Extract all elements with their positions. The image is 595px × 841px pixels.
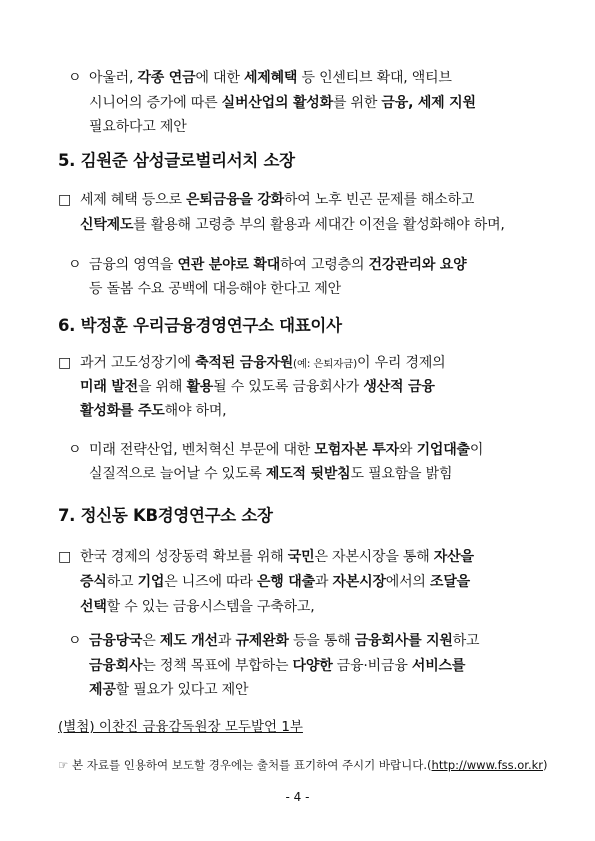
text-run: 등 인센티브 확대, 액티브 <box>297 70 452 86</box>
body-line <box>80 401 226 421</box>
bold-text-run: 국민 <box>287 549 315 565</box>
bold-text-run: 은퇴금융을 강화 <box>186 192 284 208</box>
text-run: 을 위해 <box>137 379 187 395</box>
bold-text-run: 생산적 금융 <box>363 379 435 395</box>
bold-text-run: 금융당국 <box>89 633 143 649</box>
body-line <box>89 279 341 299</box>
text-run: 등 돌봄 수요 공백에 대응해야 한다고 제안 <box>89 281 342 297</box>
section-heading: 6. 박정훈 우리금융경영연구소 대표이사 <box>58 316 342 335</box>
bold-text-run: 활용 <box>186 379 214 395</box>
bold-text-run: 건강관리와 요양 <box>368 257 467 273</box>
text-run: 될 수 있도록 금융회사가 <box>213 379 364 395</box>
text-run: 할 필요가 있다고 제안 <box>115 682 249 698</box>
bold-text-run: 선택 <box>80 599 107 615</box>
body-line <box>89 68 452 88</box>
checkbox-marker-icon: □ <box>58 549 72 565</box>
text-run: 은 자본시장을 통해 <box>314 549 434 565</box>
checkbox-marker-icon: □ <box>58 355 72 371</box>
text-run: 를 위한 <box>332 95 382 111</box>
text-run: 한국 경제의 성장동력 확보를 위해 <box>80 549 288 565</box>
bold-text-run: 금융, 세제 지원 <box>381 95 476 111</box>
body-line <box>89 255 466 275</box>
bold-text-run: 금융회사 <box>89 658 143 674</box>
text-run: 해야 하며, <box>164 403 227 419</box>
text-run: 도 필요함을 밝힘 <box>350 466 453 482</box>
bold-text-run: 서비스를 <box>411 658 466 674</box>
text-run: 실질적으로 늘어날 수 있도록 <box>89 466 266 482</box>
text-run: (예: 은퇴자금) <box>293 358 358 370</box>
bullet-marker: ㅇ <box>68 257 82 273</box>
text-run: 하고 <box>452 633 480 649</box>
bold-text-run: 축적된 금융자원 <box>195 355 294 371</box>
text-run: 에서의 <box>385 574 431 590</box>
bold-text-run: 은행 대출 <box>256 574 315 590</box>
body-line <box>89 440 483 460</box>
bold-text-run: 제도 개선 <box>159 633 218 649</box>
text-run: 필요하다고 제안 <box>89 119 187 135</box>
page-number: - 4 - <box>285 790 310 804</box>
body-line <box>80 572 470 592</box>
bold-text-run: 기업대출 <box>416 442 470 458</box>
text-run: 아울러, <box>89 70 138 86</box>
bold-text-run: 각종 연금 <box>137 70 196 86</box>
text-run: 금융·비금융 <box>332 658 412 674</box>
body-line <box>89 656 465 676</box>
bold-text-run: 자본시장 <box>332 574 386 590</box>
footnote-paren-open: ( <box>427 758 432 772</box>
text-run: 과거 고도성장기에 <box>80 355 196 371</box>
text-run: 과 <box>217 633 236 649</box>
footnote-text: 본 자료를 인용하여 보도할 경우에는 출처를 표기하여 주시기 바랍니다. <box>71 758 428 772</box>
text-run: 과 <box>314 574 333 590</box>
bullet-marker: ㅇ <box>68 442 82 458</box>
text-run: 이 <box>469 442 484 458</box>
bullet-marker: ㅇ <box>68 70 82 86</box>
bold-text-run: 실버산업의 활성화 <box>221 95 333 111</box>
bold-text-run: 증식 <box>80 574 107 590</box>
text-run: 를 활용해 고령층 부의 활용과 세대간 이전을 활성화해야 하며, <box>133 217 505 233</box>
body-line <box>80 377 435 397</box>
text-run: 미래 전략산업, 벤처혁신 부문에 대한 <box>89 442 315 458</box>
body-line <box>80 353 445 374</box>
body-line <box>89 464 452 484</box>
text-run: 시니어의 증가에 따른 <box>89 95 222 111</box>
bold-text-run: 신탁제도 <box>80 217 134 233</box>
section-heading: 7. 정신동 KB경영연구소 소장 <box>58 506 273 525</box>
text-run: 하여 고령층의 <box>280 257 369 273</box>
checkbox-marker-icon: □ <box>58 192 72 208</box>
body-line <box>89 631 479 651</box>
text-run: 에 대한 <box>195 70 244 86</box>
bold-text-run: 세제혜택 <box>243 70 298 86</box>
bold-text-run: 연관 분야로 확대 <box>177 257 281 273</box>
bold-text-run: 미래 발전 <box>80 379 138 395</box>
text-run: 금융의 영역을 <box>89 257 178 273</box>
bold-text-run: 모험자본 투자 <box>314 442 399 458</box>
body-line <box>80 597 314 617</box>
body-line <box>89 117 187 137</box>
bold-text-run: 조달을 <box>430 574 470 590</box>
footnote <box>58 757 548 773</box>
pointing-hand-icon: ☞ <box>58 758 69 772</box>
bold-text-run: 제공 <box>89 682 116 698</box>
body-line <box>89 680 248 700</box>
bold-text-run: 규제완화 <box>235 633 289 649</box>
text-run: 세제 혜택 등으로 <box>80 192 187 208</box>
footnote-paren-close: ) <box>543 758 548 772</box>
footnote-link[interactable]: http://www.fss.or.kr <box>431 758 544 772</box>
attachment-note: (별첨) 이찬진 금융감독원장 모두발언 1부 <box>58 719 303 735</box>
body-line <box>80 190 474 210</box>
body-line <box>80 547 474 567</box>
text-run: 은 <box>142 633 160 649</box>
bullet-marker: ㅇ <box>68 633 82 649</box>
text-run: 이 우리 경제의 <box>357 355 446 371</box>
body-line <box>89 93 476 113</box>
bold-text-run: 금융회사를 지원 <box>354 633 453 649</box>
text-run: 하고 <box>106 574 138 590</box>
text-run: 하여 노후 빈곤 문제를 해소하고 <box>283 192 475 208</box>
bold-text-run: 다양한 <box>292 658 333 674</box>
bold-text-run: 활성화를 주도 <box>80 403 165 419</box>
text-run: 와 <box>399 442 417 458</box>
text-run: 은 니즈에 따라 <box>164 574 257 590</box>
text-run: 등을 통해 <box>288 633 355 649</box>
bold-text-run: 자산을 <box>433 549 474 565</box>
text-run: 는 정책 목표에 부합하는 <box>142 658 293 674</box>
section-heading: 5. 김원준 삼성글로벌리서치 소장 <box>58 151 295 170</box>
text-run: 할 수 있는 금융시스템을 구축하고, <box>106 599 315 615</box>
body-line <box>80 215 505 235</box>
bold-text-run: 제도적 뒷받침 <box>265 466 351 482</box>
bold-text-run: 기업 <box>137 574 165 590</box>
